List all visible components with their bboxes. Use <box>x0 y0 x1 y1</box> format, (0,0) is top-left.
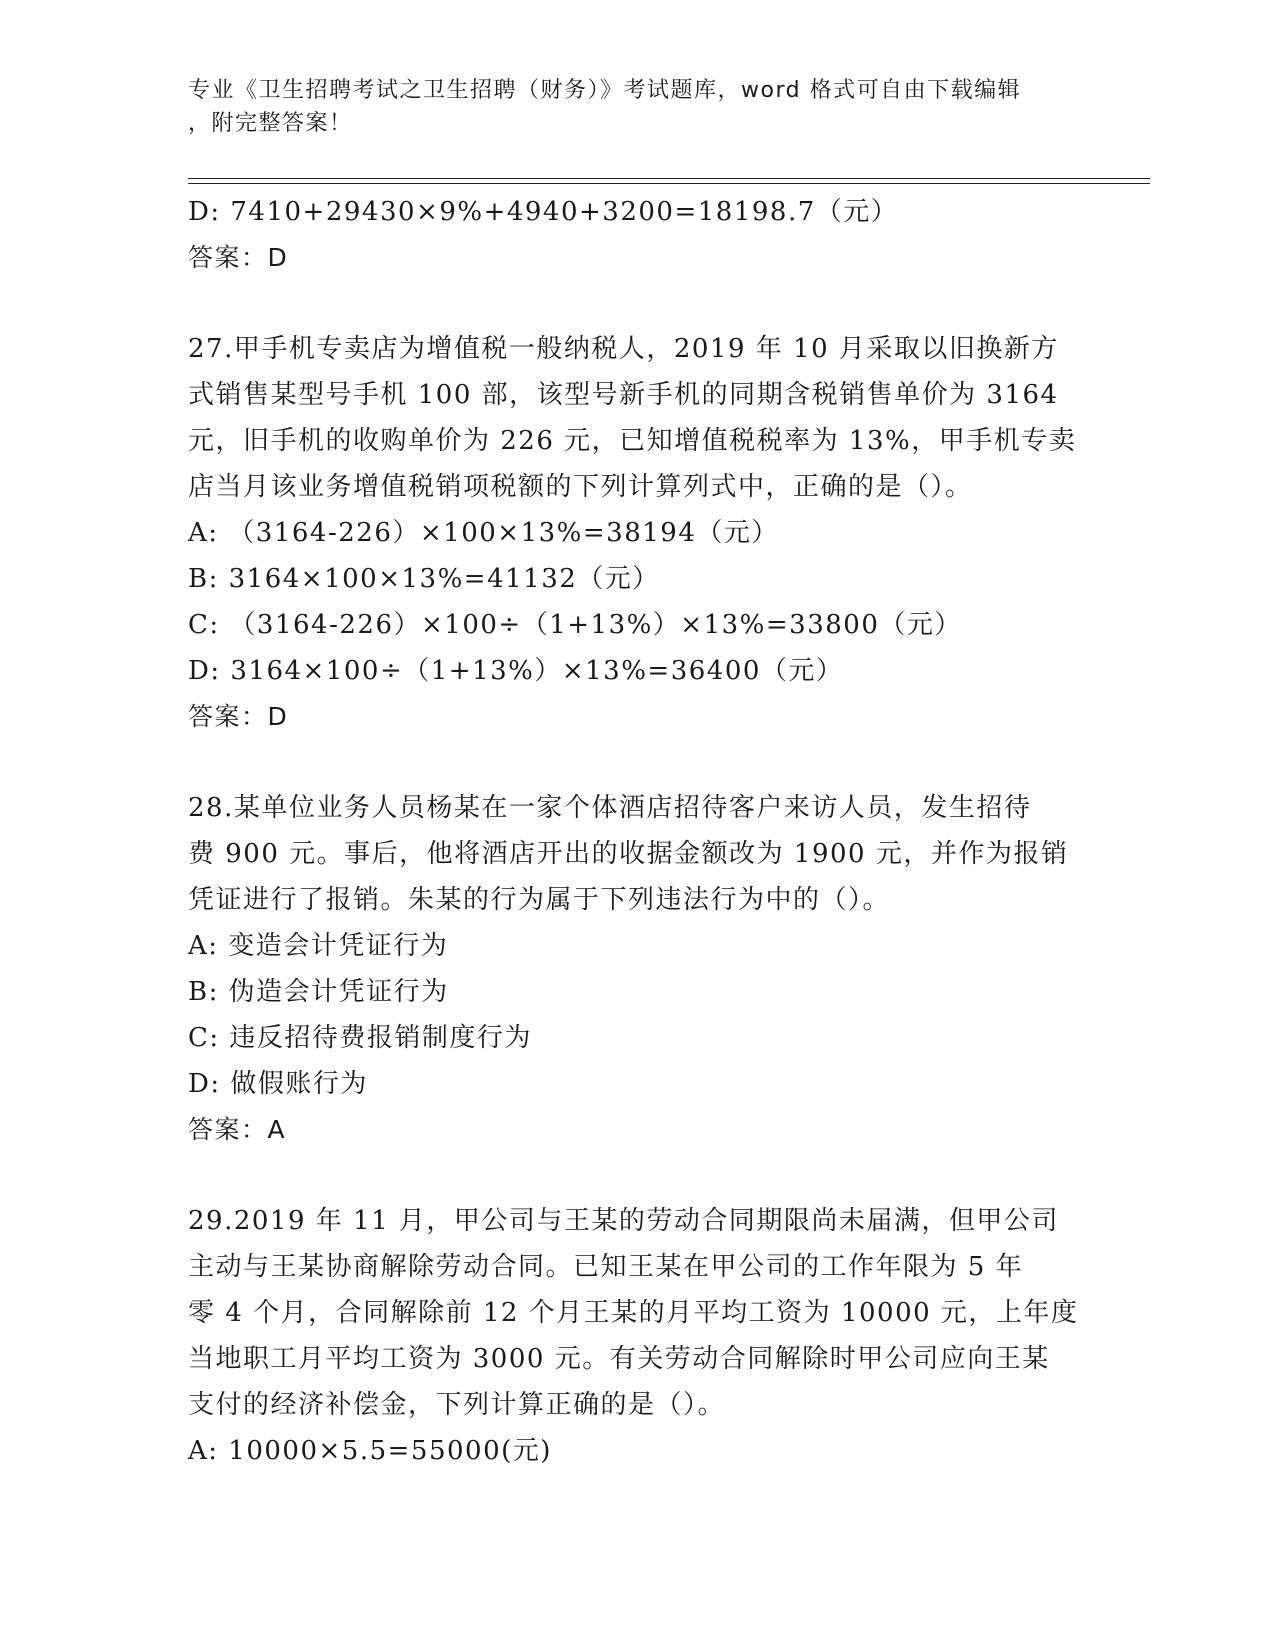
spacer <box>188 1153 1088 1198</box>
question-stem-line: 店当月该业务增值税销项税额的下列计算列式中，正确的是（）。 <box>188 472 973 502</box>
option-d: D: 做假账行为 <box>188 1069 368 1099</box>
option-c: C: （3164-226）×100÷（1+13%）×13%=33800（元） <box>188 610 962 640</box>
question-26-tail <box>188 189 1088 281</box>
option-b: B: 伪造会计凭证行为 <box>188 977 449 1007</box>
question-28 <box>188 785 1088 1153</box>
option-a: A: （3164-226）×100×13%=38194（元） <box>188 518 779 548</box>
question-29 <box>188 1198 1088 1474</box>
option-a: A: 10000×5.5=55000(元) <box>188 1436 552 1466</box>
question-stem-line: 费 900 元。事后，他将酒店开出的收据金额改为 1900 元，并作为报销 <box>188 839 1069 869</box>
answer-label: 答案：D <box>188 702 289 731</box>
option-c: C: 违反招待费报销制度行为 <box>188 1023 532 1053</box>
question-stem-line: 28.某单位业务人员杨某在一家个体酒店招待客户来访人员，发生招待 <box>188 793 1032 823</box>
option-d: D: 3164×100÷（1+13%）×13%=36400（元） <box>188 656 844 686</box>
question-stem-line: 式销售某型号手机 100 部，该型号新手机的同期含税销售单价为 3164 <box>188 380 1059 410</box>
option-a: A: 变造会计凭证行为 <box>188 931 449 961</box>
question-27 <box>188 326 1088 740</box>
header-title-line-2: ，附完整答案！ <box>188 111 353 136</box>
spacer <box>188 740 1088 785</box>
option-b: B: 3164×100×13%=41132（元） <box>188 564 660 594</box>
question-stem-line: 零 4 个月，合同解除前 12 个月王某的月平均工资为 10000 元，上年度 <box>188 1298 1079 1328</box>
spacer <box>188 281 1088 326</box>
question-stem-line: 支付的经济补偿金，下列计算正确的是（）。 <box>188 1390 726 1420</box>
answer-label: 答案：A <box>188 1115 287 1144</box>
answer-label: 答案：D <box>188 243 289 272</box>
question-stem-line: 29.2019 年 11 月，甲公司与王某的劳动合同期限尚未届满，但甲公司 <box>188 1206 1059 1236</box>
option-d: D: 7410+29430×9%+4940+3200=18198.7（元） <box>188 197 899 227</box>
question-stem-line: 主动与王某协商解除劳动合同。已知王某在甲公司的工作年限为 5 年 <box>188 1252 1024 1282</box>
question-stem-line: 凭证进行了报销。朱某的行为属于下列违法行为中的（）。 <box>188 885 891 915</box>
document-header <box>188 74 1088 140</box>
header-divider <box>188 178 1150 184</box>
header-title-line-1: 专业《卫生招聘考试之卫生招聘（财务）》考试题库，word 格式可自由下载编辑 <box>188 78 1022 103</box>
question-stem-line: 27.甲手机专卖店为增值税一般纳税人，2019 年 10 月采取以旧换新方 <box>188 334 1059 364</box>
question-content <box>188 189 1088 1474</box>
question-stem-line: 当地职工月平均工资为 3000 元。有关劳动合同解除时甲公司应向王某 <box>188 1344 1050 1374</box>
question-stem-line: 元，旧手机的收购单价为 226 元，已知增值税税率为 13%，甲手机专卖 <box>188 426 1077 456</box>
